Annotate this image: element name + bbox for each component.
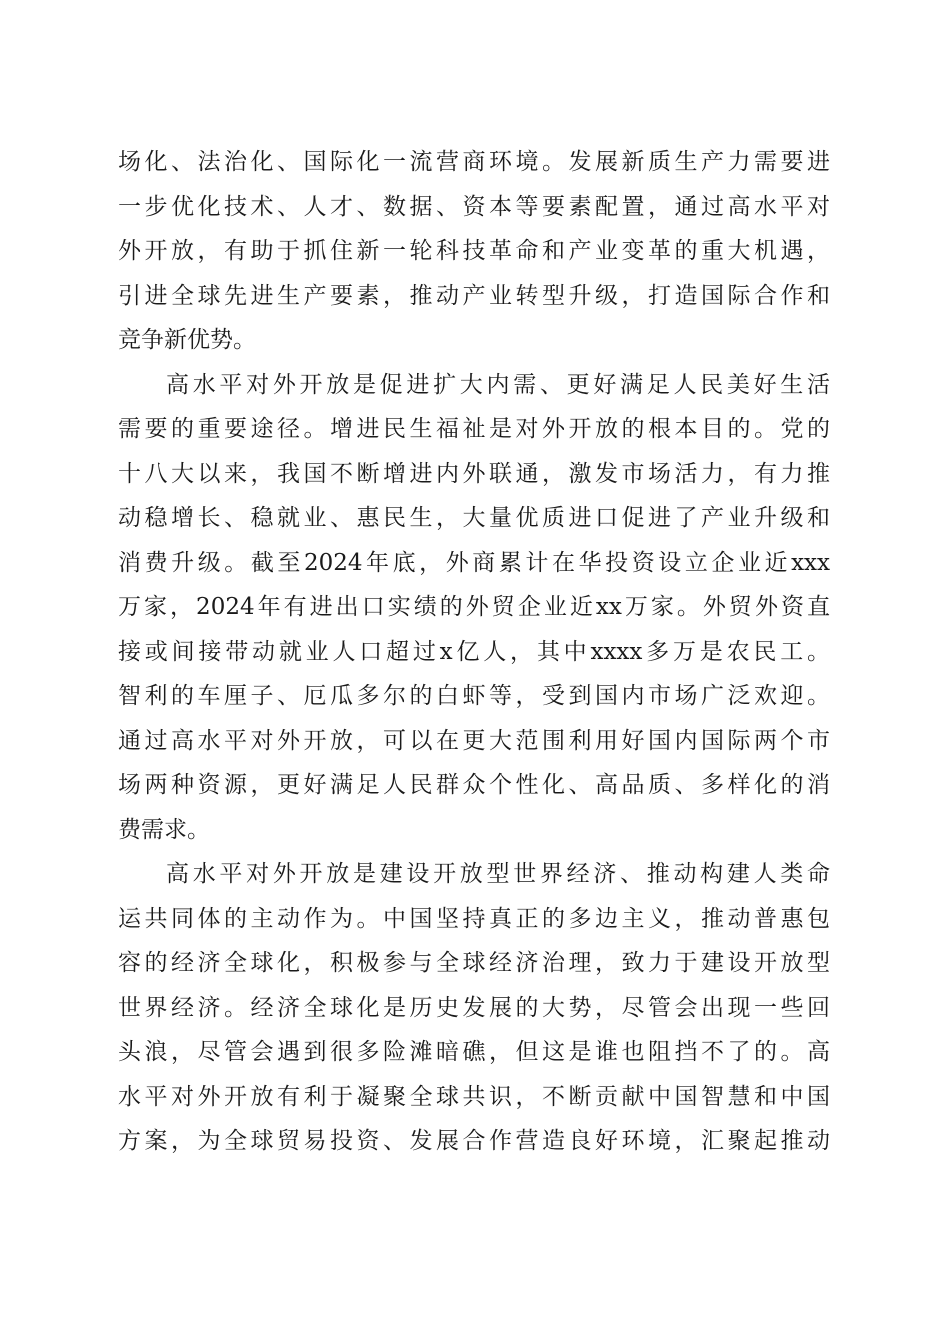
text-line: 竞争新优势。	[118, 327, 256, 353]
text-line: 需要的重要途径。增进民生福祉是对外开放的根本目的。党的	[118, 416, 830, 442]
text-line: 高水平对外开放是建设开放型世界经济、推动构建人类命	[166, 861, 830, 887]
text-line: 水平对外开放有利于凝聚全球共识，不断贡献中国智慧和中国	[118, 1083, 830, 1110]
text-line: 通过高水平对外开放，可以在更大范围利用好国内国际两个市	[118, 727, 830, 754]
text-line: 接或间接带动就业人口超过x亿人，其中xxxx多万是农民工。	[118, 638, 830, 665]
text-line: 容的经济全球化，积极参与全球经济治理，致力于建设开放型	[118, 950, 830, 976]
text-line: 智利的车厘子、厄瓜多尔的白虾等，受到国内市场广泛欢迎。	[118, 683, 830, 709]
text-line: 十八大以来，我国不断增进内外联通，激发市场活力，有力推	[118, 460, 830, 487]
paragraph-3	[118, 852, 830, 1164]
text-line: 世界经济。经济全球化是历史发展的大势，尽管会出现一些回	[118, 994, 830, 1021]
text-line: 高水平对外开放是促进扩大内需、更好满足人民美好生活	[166, 371, 830, 398]
text-line: 运共同体的主动作为。中国坚持真正的多边主义，推动普惠包	[118, 905, 830, 932]
text-line: 万家，2024年有进出口实绩的外贸企业近xx万家。外贸外资直	[118, 594, 830, 620]
paragraph-2	[118, 363, 830, 853]
text-line: 费需求。	[118, 816, 210, 843]
text-line: 场化、法治化、国际化一流营商环境。发展新质生产力需要进	[118, 149, 830, 175]
text-line: 外开放，有助于抓住新一轮科技革命和产业变革的重大机遇，	[118, 238, 830, 264]
paragraph-1	[118, 140, 830, 363]
document-body	[118, 140, 830, 1164]
text-line: 动稳增长、稳就业、惠民生，大量优质进口促进了产业升级和	[118, 505, 830, 531]
text-line: 头浪，尽管会遇到很多险滩暗礁，但这是谁也阻挡不了的。高	[118, 1039, 830, 1065]
text-line: 引进全球先进生产要素，推动产业转型升级，打造国际合作和	[118, 282, 830, 309]
text-line: 场两种资源，更好满足人民群众个性化、高品质、多样化的消	[118, 772, 830, 798]
text-line: 方案，为全球贸易投资、发展合作营造良好环境，汇聚起推动	[118, 1128, 830, 1154]
text-line: 消费升级。截至2024年底，外商累计在华投资设立企业近xxx	[118, 549, 830, 576]
text-line: 一步优化技术、人才、数据、资本等要素配置，通过高水平对	[118, 193, 830, 220]
